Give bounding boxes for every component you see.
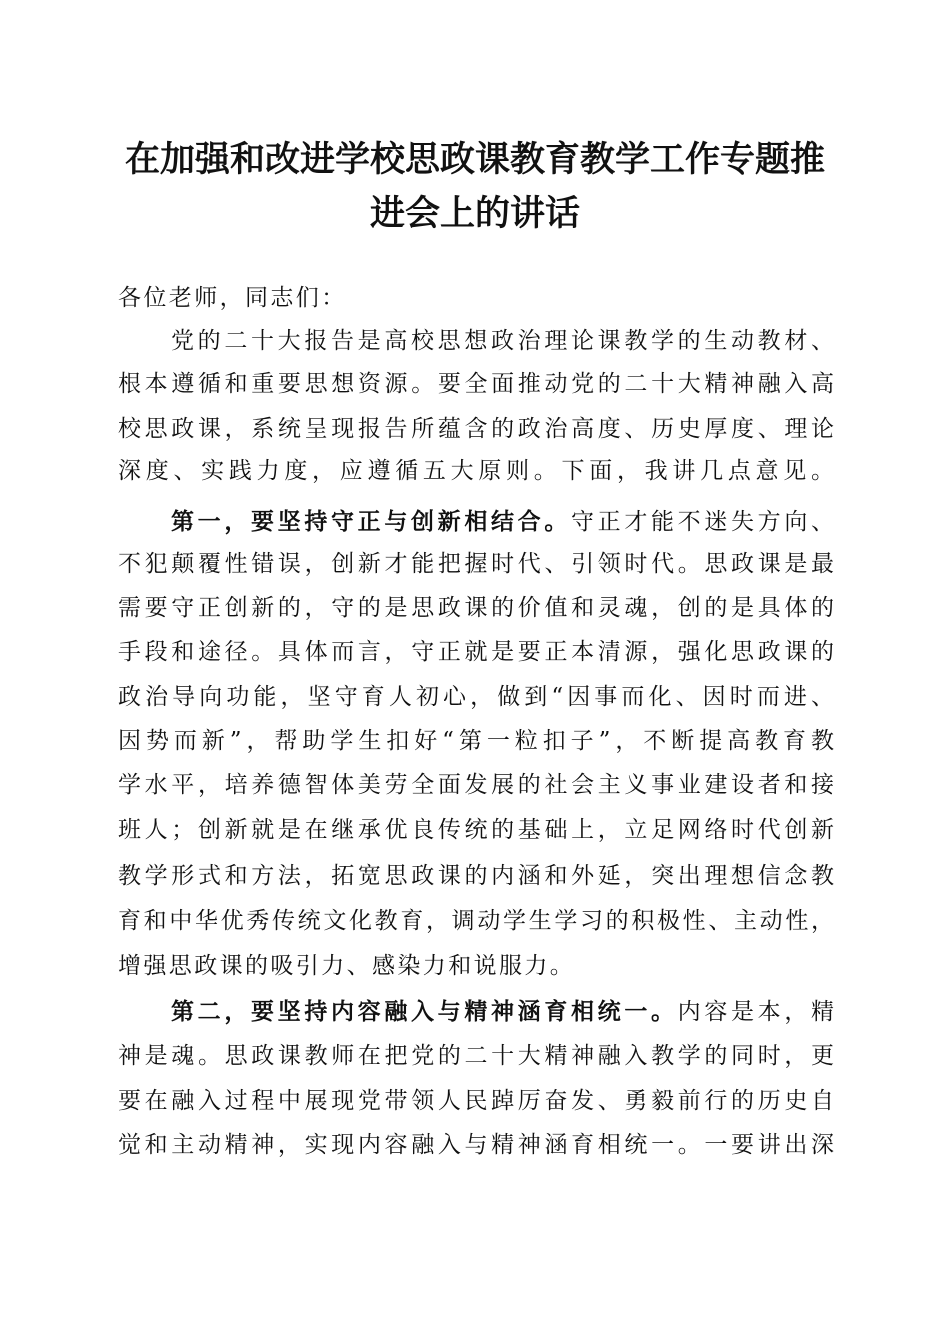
paragraph-2-line: 手段和途径。具体而言，守正就是要正本清源，强化思政课的 xyxy=(118,639,834,665)
paragraph-3-line: 觉和主动精神，实现内容融入与精神涵育相统一。一要讲出深 xyxy=(118,1132,834,1158)
document-title-line-1: 在加强和改进学校思政课教育教学工作专题推 xyxy=(124,139,825,180)
document-title-line-2: 进会上的讲话 xyxy=(369,193,580,234)
paragraph-3-heading: 第二，要坚持内容融入与精神涵育相统一。 xyxy=(171,998,678,1025)
paragraph-2-line: 学水平，培养德智体美劳全面发展的社会主义事业建设者和接 xyxy=(118,772,834,798)
paragraph-2-line: 因势而新”，帮助学生扣好“第一粒扣子”，不断提高教育教 xyxy=(118,728,834,754)
paragraph-2-line: 教学形式和方法，拓宽思政课的内涵和外延，突出理想信念教 xyxy=(118,863,834,889)
paragraph-1-line: 校思政课，系统呈现报告所蕴含的政治高度、历史厚度、理论 xyxy=(118,416,834,442)
salutation: 各位老师，同志们： xyxy=(118,285,347,311)
paragraph-3-line: 要在融入过程中展现党带领人民踔厉奋发、勇毅前行的历史自 xyxy=(118,1088,834,1114)
paragraph-2-line: 班人；创新就是在继承优良传统的基础上，立足网络时代创新 xyxy=(118,817,834,843)
paragraph-1-line: 根本遵循和重要思想资源。要全面推动党的二十大精神融入高 xyxy=(118,371,834,397)
paragraph-2-line: 政治导向功能，坚守育人初心，做到“因事而化、因时而进、 xyxy=(118,684,834,710)
paragraph-2-line: 需要守正创新的，守的是思政课的价值和灵魂，创的是具体的 xyxy=(118,595,834,621)
paragraph-2-first-line-rest: 守正才能不迷失方向、 xyxy=(571,509,835,535)
paragraph-3-first-line xyxy=(171,1000,834,1024)
paragraph-2-line: 不犯颠覆性错误，创新才能把握时代、引领时代。思政课是最 xyxy=(118,551,834,577)
paragraph-1-line: 党的二十大报告是高校思想政治理论课教学的生动教材、 xyxy=(171,328,834,354)
paragraph-2-line: 育和中华优秀传统文化教育，调动学生学习的积极性、主动性， xyxy=(118,908,834,934)
paragraph-3-line: 神是魂。思政课教师在把党的二十大精神融入教学的同时，更 xyxy=(118,1043,834,1069)
paragraph-3-first-line-rest: 内容是本，精 xyxy=(677,999,835,1025)
paragraph-2-first-line xyxy=(171,510,834,534)
paragraph-1-line: 深度、实践力度，应遵循五大原则。下面，我讲几点意见。 xyxy=(118,458,834,484)
paragraph-2-heading: 第一，要坚持守正与创新相结合。 xyxy=(171,508,571,535)
paragraph-2-line: 增强思政课的吸引力、感染力和说服力。 xyxy=(118,953,576,979)
